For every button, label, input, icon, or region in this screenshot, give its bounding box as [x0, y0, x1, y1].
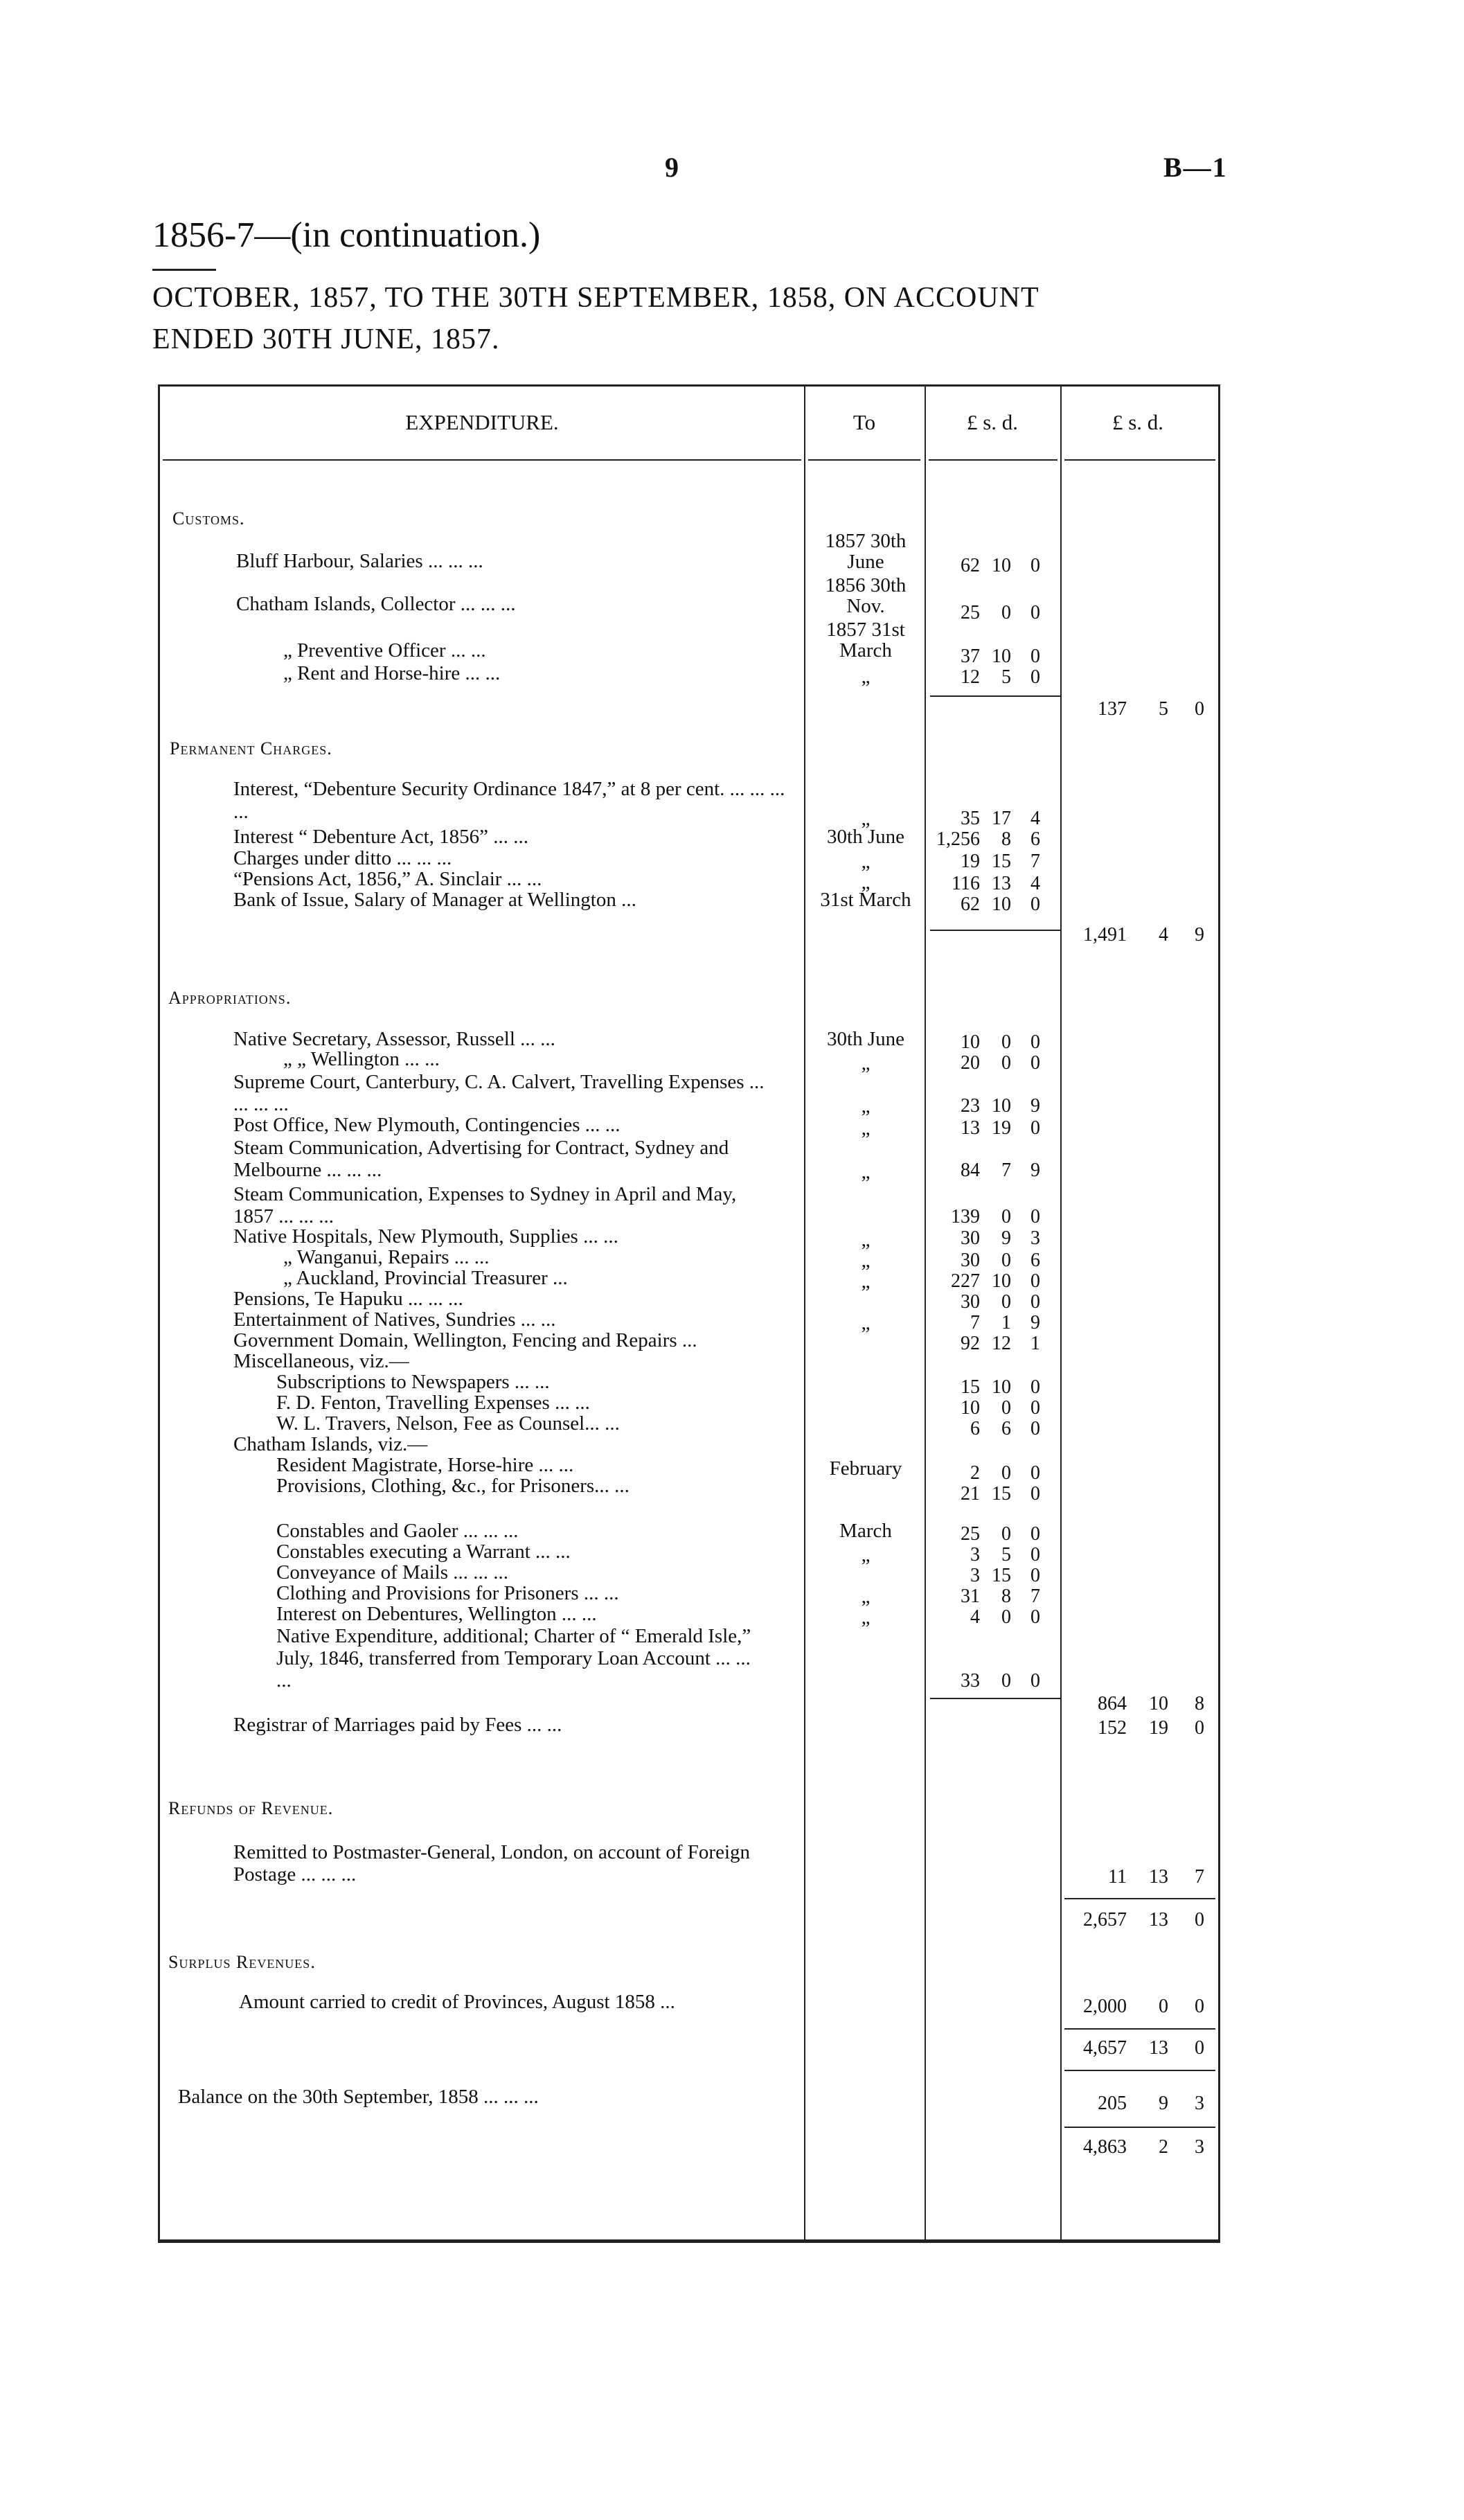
subtotal-rule [930, 930, 1062, 931]
column-divider [1060, 387, 1062, 2239]
entry-text: Chatham Islands, Collector ... ... ... [236, 593, 516, 615]
section-title: Permanent Charges. [170, 738, 332, 758]
entry-amount: 116 13 4 [952, 873, 1040, 894]
grand-total-amount: 4,863 2 3 [1083, 2136, 1204, 2158]
entry-date: „ [861, 1117, 871, 1139]
entry-text: F. D. Fenton, Travelling Expenses ... ... [276, 1392, 590, 1414]
entry-text: Constables and Gaoler ... ... ... [276, 1520, 519, 1542]
entry-date: „ [861, 666, 871, 688]
entry-text: Pensions, Te Hapuku ... ... ... [233, 1288, 463, 1310]
subtotal-rule [1064, 1898, 1215, 1899]
header-rule [163, 459, 801, 461]
entry-text: Steam Communication, Advertising for Contract, Sydney and Melbourne ... ... ... [233, 1137, 729, 1181]
entry-text: Clothing and Provisions for Prisoners ... ... [276, 1582, 619, 1604]
entry-text: Registrar of Marriages paid by Fees ... ... [233, 1714, 562, 1736]
entry-amount: 10 0 0 [961, 1031, 1040, 1053]
entry-amount: 13 19 0 [961, 1117, 1040, 1139]
grand-total-rule [1064, 2127, 1215, 2128]
entry-text: Conveyance of Mails ... ... ... [276, 1561, 509, 1583]
entry-amount: 7 1 9 [970, 1312, 1040, 1333]
entry-date: „ [861, 871, 871, 894]
entry-amount: 30 9 3 [961, 1227, 1040, 1249]
entry-text: Resident Magistrate, Horse-hire ... ... [276, 1454, 574, 1476]
entry-text: Government Domain, Wellington, Fencing and Repairs ... [233, 1329, 697, 1351]
entry-text: Native Secretary, Assessor, Russell ... ... [233, 1028, 555, 1050]
header-to: To [852, 410, 876, 434]
entry-date: 1857 31st March [826, 619, 905, 662]
entry-text: Remitted to Postmaster-General, London, on account of Foreign Postage ... ... ... [233, 1841, 750, 1885]
entry-text: Subscriptions to Newspapers ... ... [276, 1371, 550, 1393]
subtotal-rule [1064, 2028, 1215, 2030]
entry-date: 31st March [820, 889, 911, 911]
column-divider [804, 387, 805, 2239]
heading-line-1: OCTOBER, 1857, TO THE 30TH SEPTEMBER, 1858, ON ACCOUNT [152, 282, 1039, 314]
subtotal-rule [1064, 2070, 1215, 2071]
page-subtitle: 1856-7—(in continuation.) [152, 215, 541, 255]
entry-amount: 30 0 0 [961, 1291, 1040, 1313]
subtotal-amount: 4,657 13 0 [1083, 2037, 1204, 2059]
entry-text: W. L. Travers, Nelson, Fee as Counsel... ... [276, 1412, 620, 1435]
entry-text: Interest, “Debenture Security Ordinance 1847,” at 8 per cent. ... ... ... ... [233, 778, 785, 823]
entry-text: „ Wanganui, Repairs ... ... [283, 1246, 490, 1268]
entry-text: Native Hospitals, New Plymouth, Supplies ... ... [233, 1225, 618, 1248]
entry-date: „ [861, 1312, 871, 1334]
entry-date: „ [861, 1229, 871, 1251]
entry-amount: 20 0 0 [961, 1052, 1040, 1074]
subtotal-amount: 2,657 13 0 [1083, 1909, 1204, 1931]
entry-date: „ [861, 1544, 871, 1566]
section-title: Customs. [172, 508, 245, 529]
entry-amount: 84 7 9 [961, 1160, 1040, 1181]
section-total: 2,000 0 0 [1083, 1996, 1204, 2017]
section-title: Appropriations. [168, 988, 292, 1008]
entry-text: Chatham Islands, viz.— [233, 1433, 428, 1455]
header-rule [808, 459, 920, 461]
balance-amount: 205 9 3 [1098, 2093, 1204, 2114]
entry-text: Supreme Court, Canterbury, C. A. Calvert, Travelling Expenses ... ... ... ... [233, 1071, 765, 1115]
header-rule [1064, 459, 1215, 461]
entry-text: Amount carried to credit of Provinces, August 1858 ... [239, 1991, 675, 2013]
entry-text: „ „ Wellington ... ... [283, 1048, 440, 1070]
entry-amount: 3 5 0 [970, 1544, 1040, 1565]
header-rule [929, 459, 1057, 461]
entry-text: Bluff Harbour, Salaries ... ... ... [236, 550, 483, 572]
heading-line-2: ENDED 30TH JUNE, 1857. [152, 323, 500, 355]
entry-text: Steam Communication, Expenses to Sydney in April and May, 1857 ... ... ... [233, 1183, 737, 1227]
entry-amount: 227 10 0 [951, 1270, 1040, 1292]
entry-text: “Pensions Act, 1856,” A. Sinclair ... ... [233, 868, 542, 890]
entry-amount: 12 5 0 [961, 666, 1040, 688]
entry-date: „ [861, 1250, 871, 1272]
entry-text: Entertainment of Natives, Sundries ... ... [233, 1308, 556, 1331]
entry-text: Post Office, New Plymouth, Contingencies ... ... [233, 1114, 621, 1136]
entry-amount: 33 0 0 [961, 1670, 1040, 1692]
entry-date: February [829, 1457, 902, 1480]
header-expenditure: EXPENDITURE. [405, 410, 559, 434]
entry-date: March [839, 1520, 892, 1542]
page-number: 9 [665, 152, 679, 183]
section-total: 1,491 4 9 [1083, 924, 1204, 946]
header-lsd-total: £ s. d. [1112, 410, 1164, 434]
entry-date: „ [861, 1606, 871, 1629]
title-rule [152, 269, 216, 271]
entry-amount: 62 10 0 [961, 894, 1040, 915]
subtotal-rule [930, 1698, 1062, 1699]
entry-amount: 35 17 4 [961, 808, 1040, 829]
entry-amount: 31 8 7 [961, 1586, 1040, 1607]
entry-date: „ [861, 808, 871, 830]
entry-text: „ Auckland, Provincial Treasurer ... [283, 1267, 568, 1289]
entry-amount: 2 0 0 [970, 1462, 1040, 1484]
entry-date: „ [861, 1095, 871, 1117]
entry-text: Bank of Issue, Salary of Manager at Wellington ... [233, 889, 636, 911]
entry-text: „ Rent and Horse-hire ... ... [283, 662, 501, 684]
section-total: 11 13 7 [1108, 1866, 1204, 1888]
entry-date: 1857 30th June [825, 530, 907, 573]
entry-date: „ [861, 1161, 871, 1183]
sheet-reference: B—1 [1163, 152, 1228, 183]
entry-amount: 62 10 0 [961, 555, 1040, 576]
entry-date: 30th June [827, 1028, 904, 1050]
entry-amount: 4 0 0 [970, 1606, 1040, 1628]
entry-date: 30th June [827, 826, 904, 848]
entry-amount: 10 0 0 [961, 1397, 1040, 1419]
entry-amount: 15 10 0 [961, 1376, 1040, 1398]
entry-amount: 21 15 0 [961, 1483, 1040, 1505]
section-total: 137 5 0 [1098, 698, 1204, 720]
balance-label: Balance on the 30th September, 1858 ... ... ... [178, 2086, 539, 2108]
entry-amount: 30 0 6 [961, 1250, 1040, 1271]
section-total: 152 19 0 [1098, 1717, 1204, 1739]
entry-text: Native Expenditure, additional; Charter of “ Emerald Isle,” July, 1846, transferred from Temporary Loan Account ... ... ... [276, 1625, 751, 1692]
entry-date: „ [861, 1052, 871, 1074]
entry-text: Charges under ditto ... ... ... [233, 847, 452, 869]
section-title: Refunds of Revenue. [168, 1798, 334, 1818]
entry-text: Constables executing a Warrant ... ... [276, 1541, 571, 1563]
entry-text: „ Preventive Officer ... ... [283, 639, 486, 662]
entry-amount: 139 0 0 [951, 1206, 1040, 1227]
entry-amount: 19 15 7 [961, 851, 1040, 872]
subtotal-rule [930, 695, 1062, 697]
header-lsd-detail: £ s. d. [966, 410, 1019, 434]
entry-date: „ [861, 851, 871, 873]
section-title: Surplus Revenues. [168, 1952, 316, 1972]
entry-amount: 23 10 9 [961, 1095, 1040, 1117]
entry-amount: 92 12 1 [961, 1333, 1040, 1354]
section-total: 864 10 8 [1098, 1693, 1204, 1714]
entry-amount: 1,256 8 6 [936, 828, 1040, 850]
entry-text: Interest “ Debenture Act, 1856” ... ... [233, 826, 528, 848]
entry-text: Interest on Debentures, Wellington ... ... [276, 1603, 597, 1625]
entry-text: Provisions, Clothing, &c., for Prisoners... ... [276, 1475, 630, 1497]
expenditure-ledger-table [158, 384, 1220, 2243]
entry-amount: 6 6 0 [970, 1418, 1040, 1439]
entry-date: „ [861, 1270, 871, 1293]
entry-date: 1856 30th Nov. [825, 574, 907, 617]
entry-amount: 37 10 0 [961, 646, 1040, 667]
entry-amount: 3 15 0 [970, 1565, 1040, 1586]
entry-date: „ [861, 1586, 871, 1608]
entry-amount: 25 0 0 [961, 602, 1040, 623]
entry-text: Miscellaneous, viz.— [233, 1350, 409, 1372]
entry-amount: 25 0 0 [961, 1523, 1040, 1545]
